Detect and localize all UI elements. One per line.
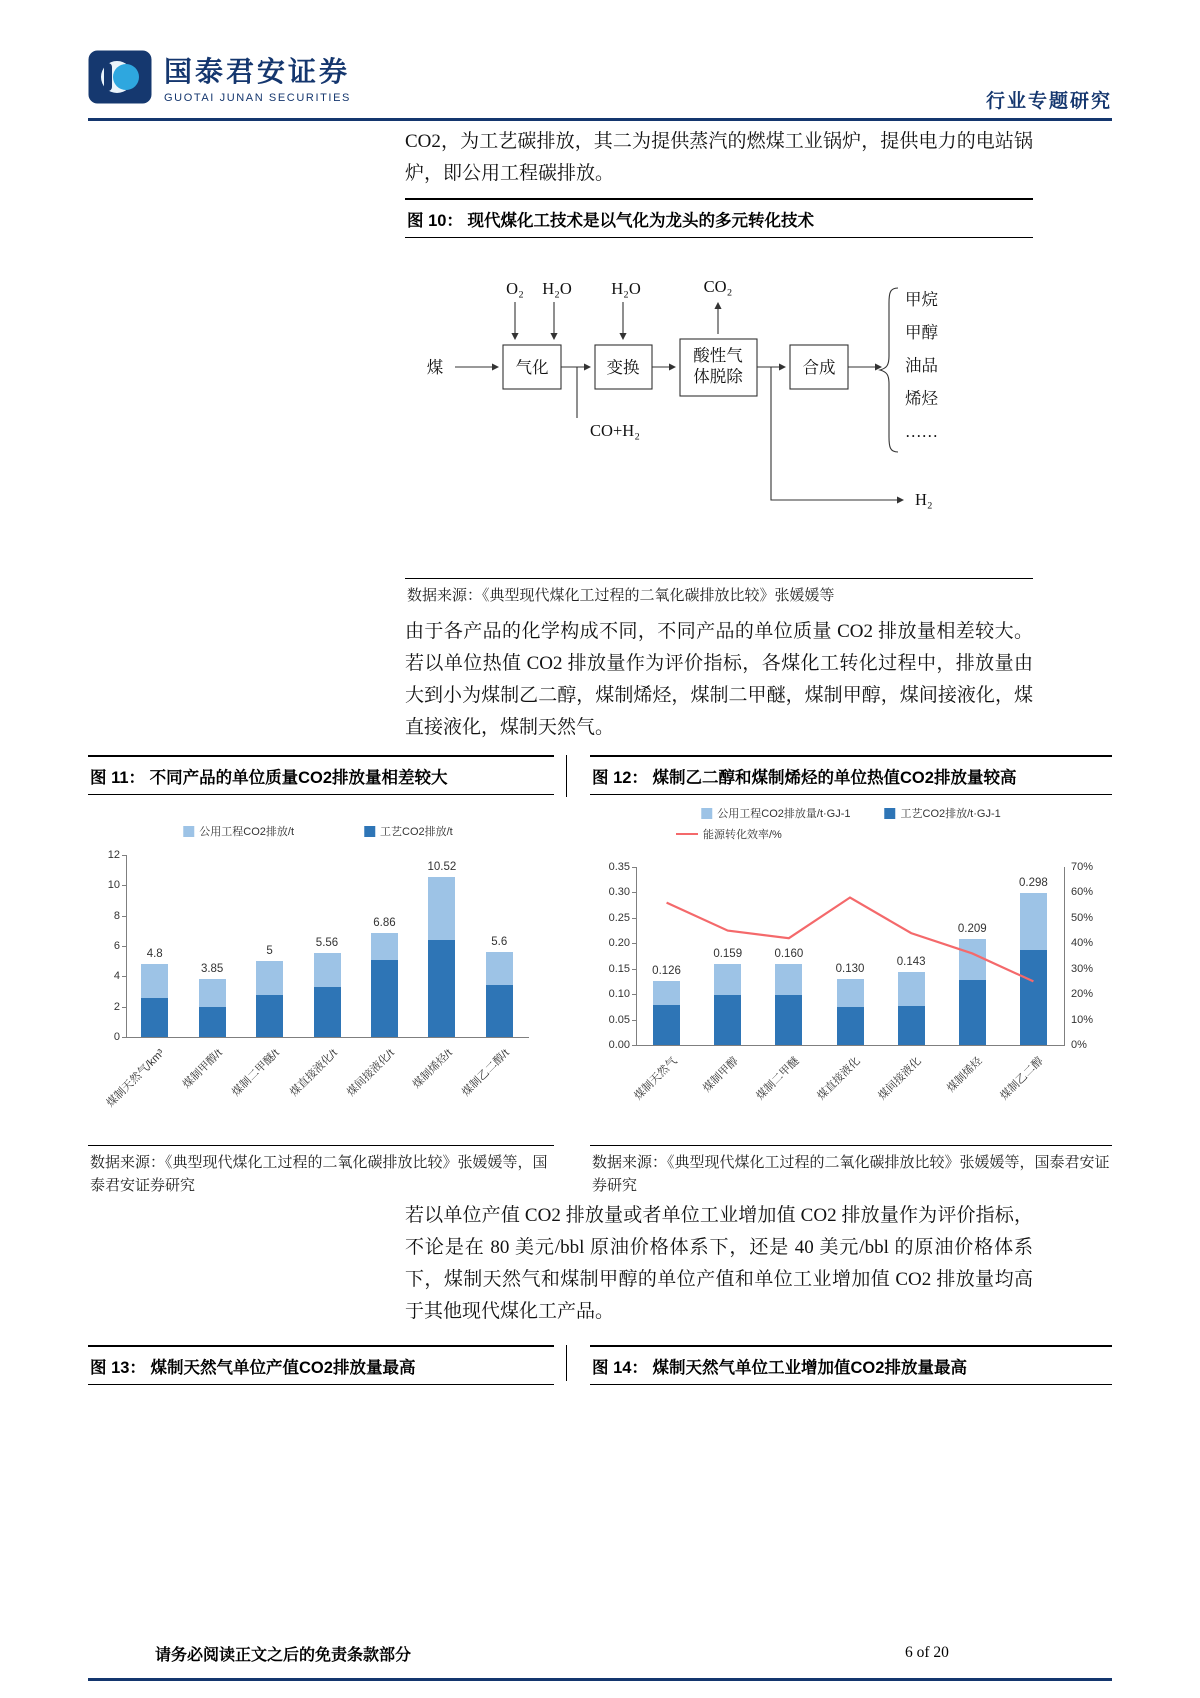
bar-segment-utility [653,981,680,1005]
figure-11-title: 图 11： 不同产品的单位质量CO2排放量相差较大 [88,755,554,795]
bar-segment-utility [486,952,513,985]
chem-h2o-label-1: H₂O [542,279,572,298]
x-category-label: 煤制乙二醇 [998,1055,1047,1103]
y-tick-mark [632,969,636,970]
bar-segment-process [653,1005,680,1045]
brand-text [164,50,351,104]
y-tick-label: 2 [113,1000,120,1013]
bar-segment-process [256,995,283,1037]
figure-14-title: 图 14： 煤制天然气单位工业增加值CO2排放量最高 [590,1345,1112,1385]
legend-label: 工艺CO2排放/t·GJ-1 [900,808,1001,820]
y-axis-line [126,855,127,1037]
product-methanol: 甲醇 [905,323,938,342]
figure-13 [88,1345,554,1385]
bar-total-label: 0.159 [713,948,743,961]
figure-11-chart [88,801,548,1141]
shift-box-label: 变换 [606,358,640,377]
legend-box-marker [701,808,712,819]
bar-segment-process [775,995,802,1045]
bar-segment-process [428,940,455,1037]
right-tick-label: 30% [1071,962,1094,975]
legend-label: 公用工程CO2排放/t [199,826,294,838]
y-tick-mark [632,994,636,995]
right-tick-label: 20% [1071,988,1094,1001]
paragraph-1: CO2，为工艺碳排放，其二为提供蒸汽的燃煤工业锅炉，提供电力的电站锅炉，即公用工程碳排放。 [405,131,1033,184]
chem-o2-label: O₂ [506,279,524,298]
figure-10-title: 图 10： 现代煤化工技术是以气化为龙头的多元转化技术 [405,198,1033,238]
y-tick-mark [122,946,126,947]
right-axis-line [1064,867,1065,1045]
figure-10-source: 数据来源：《典型现代煤化工过程的二氧化碳排放比较》张媛媛等 [405,578,1033,612]
product-olefin: 烯烃 [905,389,938,408]
y-tick-mark [632,918,636,919]
bar-segment-utility [256,961,283,995]
bar-segment-utility [371,933,398,960]
bar-total-label: 0.160 [774,947,804,960]
right-tick-label: 0% [1071,1039,1087,1051]
figure-12 [590,755,1112,1203]
legend-box-marker [364,826,375,837]
y-tick-mark [122,976,126,977]
y-tick-label: 0 [113,1031,120,1043]
y-tick-mark [632,943,636,944]
y-tick-mark [632,892,636,893]
x-category-label: 煤制甲醇 [700,1055,741,1095]
brand-logo [88,50,351,104]
x-category-label: 煤直接液化/t [287,1047,340,1099]
bar-segment-utility [1020,893,1047,950]
y-tick-mark [632,1020,636,1021]
right-tick-label: 40% [1071,937,1094,950]
y-tick-label: 0.30 [608,886,630,899]
acid-gas-removal-line1: 酸性气 [693,346,743,365]
bar-segment-process [314,987,341,1037]
y-tick-mark [122,1037,126,1038]
bar-total-label: 0.298 [1019,877,1048,890]
y-tick-label: 8 [113,909,120,922]
chart-legend-row [183,823,452,839]
diagram-lines [455,288,903,500]
y-axis-line [636,867,637,1045]
y-tick-label: 4 [113,970,120,983]
legend-item [183,823,294,839]
x-category-label: 煤制二甲醚 [754,1055,802,1103]
y-tick-label: 12 [107,849,120,861]
y-tick-label: 10 [107,879,120,892]
bar-segment-process [486,985,513,1037]
figure-12-title: 图 12： 煤制乙二醇和煤制烯烃的单位热值CO2排放量较高 [590,755,1112,795]
legend-line-marker [676,833,698,835]
gasification-box-label: 气化 [515,358,549,377]
brand-logo-icon [88,50,152,104]
bar-segment-process [141,998,168,1037]
y-tick-mark [632,867,636,868]
bar-total-label: 5.56 [315,936,339,949]
right-tick-label: 60% [1071,886,1094,899]
bar-segment-process [1020,950,1047,1045]
legend-label: 工艺CO2排放/t [380,826,453,838]
bar-segment-process [837,1007,864,1045]
bar-total-label: 5.6 [491,936,508,949]
figure-12-chart [590,801,1112,1141]
bar-segment-utility [314,953,341,987]
legend-item [676,826,782,842]
x-axis-line [126,1037,529,1038]
bar-total-label: 5 [266,945,273,958]
y-tick-mark [122,855,126,856]
legend-item [885,805,1001,821]
brand-name-cn: 国泰君安证券 [164,57,351,88]
x-category-label: 煤制烯烃 [945,1055,985,1095]
right-tick-label: 10% [1071,1013,1094,1026]
figure-11 [88,755,554,1203]
y-tick-mark [122,916,126,917]
figure-11-source: 数据来源：《典型现代煤化工过程的二氧化碳排放比较》张媛媛等，国泰君安证券研究 [88,1145,554,1203]
bar-segment-process [959,980,986,1045]
x-category-label: 煤制烯烃/t [410,1047,455,1092]
bar-total-label: 6.86 [373,916,396,929]
bar-segment-utility [775,964,802,995]
figure-10 [405,198,1033,612]
bar-segment-utility [199,979,226,1007]
x-axis-line [636,1045,1065,1046]
footer-disclaimer: 请务必阅读正文之后的免责条款部分 [155,1647,412,1664]
figure-13-title: 图 13： 煤制天然气单位产值CO2排放量最高 [88,1345,554,1385]
figures-11-12-row [88,755,1112,1203]
header-divider [88,118,1112,121]
bar-segment-utility [141,964,168,997]
right-tick-label: 50% [1071,911,1094,924]
figure-column-divider-top [566,755,567,797]
y-tick-label: 0.25 [608,911,630,924]
x-category-label: 煤制二甲醚/t [230,1047,283,1099]
figure-column-divider-bottom [566,1345,567,1381]
synthesis-box-label: 合成 [802,358,836,377]
product-oil: 油品 [905,356,938,375]
figure-14 [590,1345,1112,1385]
coal-label: 煤 [426,358,444,377]
co-h2-label: CO+H₂ [590,421,640,440]
paragraph-2: 由于各产品的化学构成不同，不同产品的单位质量 CO2 排放量相差较大。若以单位热值 CO2 排放量作为评价指标，各煤化工转化过程中，排放量由大到小为煤制乙二醇，煤制烯烃，煤制二甲醚，煤制甲醇，煤间接液化，煤直接液化，煤制天然气。 [405,621,1033,738]
paragraph-3: 若以单位产值 CO2 排放量或者单位工业增加值 CO2 排放量作为评价指标，不论是在 80 美元/bbl 原油价格体系下，还是 40 美元/bbl 的原油价格体系下，煤制天然气和煤制甲醇的单位产值和单位工业增加值 CO2 排放量均高于其他现代煤化工产品。 [405,1205,1033,1322]
bar-total-label: 4.8 [146,948,163,961]
bar-segment-process [371,960,398,1037]
y-tick-label: 0.35 [608,861,630,873]
product-methane: 甲烷 [905,290,938,309]
figures-13-14-row [88,1345,1112,1385]
bar-segment-utility [714,964,741,995]
bar-total-label: 0.209 [957,922,987,935]
chem-co2-label: CO₂ [703,277,733,296]
diagram-labels [427,277,939,509]
brand-name-en: GUOTAI JUNAN SECURITIES [164,92,351,104]
x-category-label: 煤间接液化 [876,1055,924,1103]
right-tick-label: 70% [1071,861,1094,873]
y-tick-label: 0.10 [608,988,630,1001]
legend-box-marker [183,826,194,837]
legend-item [364,823,453,839]
x-category-label: 煤制甲醇/t [180,1047,225,1092]
h2-output-label: H₂ [915,490,933,509]
product-ellipsis: …… [905,422,938,441]
chart-legend-row [701,805,1000,821]
x-category-label: 煤直接液化 [815,1055,863,1103]
figure-10-diagram [405,242,1033,574]
bar-total-label: 10.52 [427,861,457,874]
y-tick-mark [122,1007,126,1008]
x-category-label: 煤制天然气/km³ [104,1047,168,1110]
y-tick-mark [122,885,126,886]
bar-total-label: 3.85 [200,962,224,975]
bar-segment-process [199,1007,226,1037]
bar-segment-process [898,1006,925,1045]
bar-segment-utility [959,939,986,981]
bar-segment-utility [837,979,864,1007]
legend-box-marker [885,808,896,819]
x-category-label: 煤间接液化/t [345,1047,398,1099]
footer-divider [88,1678,1112,1681]
acid-gas-removal-line2: 体脱除 [693,367,743,386]
bar-segment-process [714,995,741,1045]
legend-label: 能源转化效率/% [703,829,782,841]
bar-segment-utility [898,972,925,1006]
page-number: 6 of 20 [905,1644,949,1661]
chem-h2o-label-2: H₂O [611,279,641,298]
y-tick-mark [632,1045,636,1046]
y-tick-label: 6 [113,940,120,952]
x-category-label: 煤制乙二醇/t [460,1047,512,1099]
chart-legend-row [676,826,782,842]
bar-segment-utility [428,877,455,939]
figure-12-source: 数据来源：《典型现代煤化工过程的二氧化碳排放比较》张媛媛等，国泰君安证券研究 [590,1145,1112,1203]
x-category-label: 煤制天然气 [631,1055,680,1103]
bar-total-label: 0.143 [896,956,926,969]
legend-label: 公用工程CO2排放量/t·GJ-1 [717,808,851,820]
bar-total-label: 0.130 [835,962,865,975]
y-tick-label: 0.05 [608,1013,630,1026]
report-type-label: 行业专题研究 [985,91,1112,112]
y-tick-label: 0.15 [608,962,630,975]
y-tick-label: 0.20 [608,937,630,950]
bar-total-label: 0.126 [652,964,681,977]
legend-item [701,805,850,821]
y-tick-label: 0.00 [608,1039,630,1051]
